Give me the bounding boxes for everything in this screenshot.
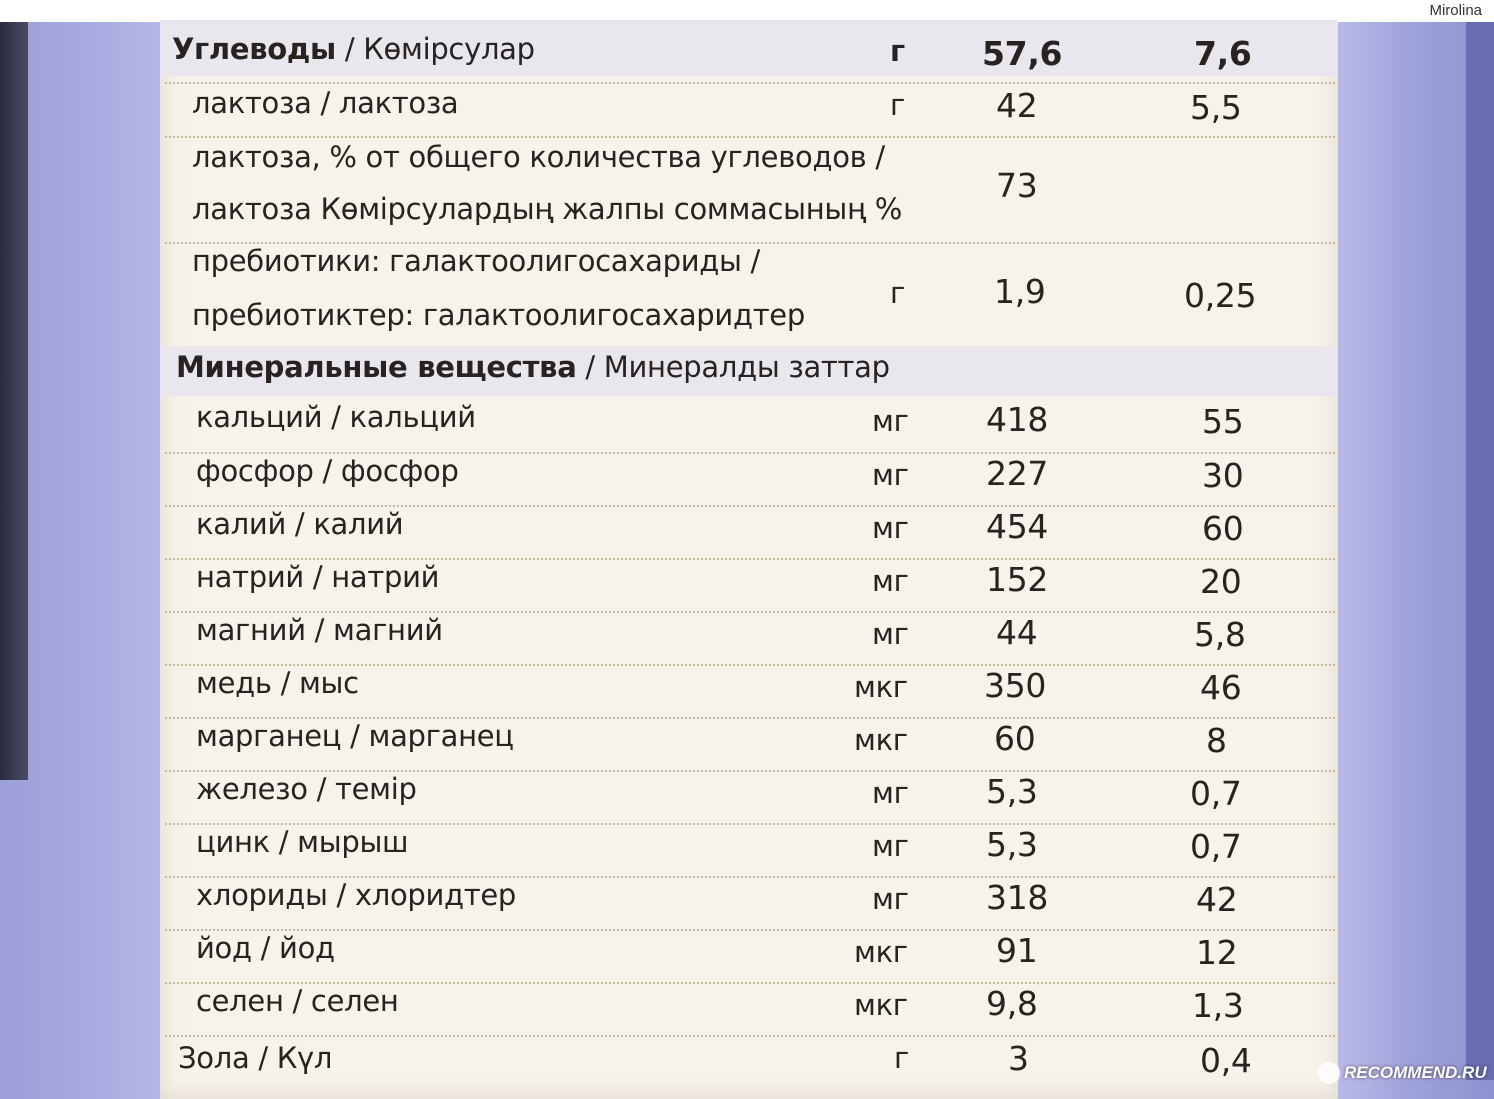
table-row — [160, 982, 1338, 1034]
row-label: Углеводы / Көмірсулар — [172, 32, 535, 66]
row-value-2: 0,7 — [1190, 774, 1242, 813]
table-row-header-carbohydrates — [160, 20, 1338, 76]
row-unit: мг — [872, 458, 909, 492]
row-value-2: 0,25 — [1184, 276, 1257, 315]
row-unit: г — [890, 34, 905, 68]
table-row — [160, 770, 1338, 822]
table-row — [160, 505, 1338, 557]
table-row — [160, 398, 1338, 450]
row-value-2: 1,3 — [1192, 986, 1244, 1025]
table-row — [160, 717, 1338, 769]
row-value-2: 55 — [1202, 402, 1244, 441]
row-unit: г — [890, 88, 905, 122]
row-value-2: 5,5 — [1190, 88, 1242, 127]
row-value-2: 42 — [1196, 880, 1238, 919]
row-label: хлориды / хлоридтер — [196, 878, 517, 912]
row-value-1: 454 — [986, 507, 1049, 546]
table-row — [160, 876, 1338, 928]
row-label: селен / селен — [196, 984, 399, 1018]
row-unit: г — [894, 1041, 909, 1075]
row-value-1: 91 — [996, 931, 1038, 970]
row-label: медь / мыс — [196, 666, 359, 700]
right-edge — [1466, 20, 1494, 1080]
nutrition-table — [160, 20, 1338, 1099]
row-label: Зола / Күл — [178, 1041, 333, 1075]
row-label-line-2: лактоза Көмірсулардың жалпы соммасының % — [192, 192, 903, 226]
row-label-line-1: лактоза, % от общего количества углеводов / — [192, 140, 885, 174]
row-unit: мкг — [854, 988, 908, 1022]
table-row — [160, 242, 1338, 346]
table-row-ash — [160, 1035, 1338, 1093]
row-unit: мг — [872, 404, 909, 438]
row-value-1: 44 — [996, 613, 1038, 652]
row-label: железо / темір — [196, 772, 417, 806]
row-value-2: 0,4 — [1200, 1041, 1252, 1080]
row-label: лактоза / лактоза — [192, 86, 459, 120]
row-unit: мг — [872, 776, 909, 810]
row-value-2: 60 — [1202, 509, 1244, 548]
row-value-1: 60 — [994, 719, 1036, 758]
row-label: фосфор / фосфор — [196, 454, 459, 488]
row-value-1: 318 — [986, 878, 1049, 917]
table-row — [160, 611, 1338, 663]
row-value-1: 5,3 — [986, 825, 1038, 864]
row-unit: мг — [872, 511, 909, 545]
row-value-2: 46 — [1200, 668, 1242, 707]
row-unit: г — [890, 276, 905, 310]
left-dark-edge — [0, 20, 28, 780]
site-watermark: RECOMMEND.RU — [1344, 1063, 1487, 1082]
row-label: кальций / кальций — [196, 400, 476, 434]
row-label: натрий / натрий — [196, 560, 440, 594]
row-unit: мкг — [854, 935, 908, 969]
row-value-1: 5,3 — [986, 772, 1038, 811]
table-row — [160, 558, 1338, 610]
row-unit: мг — [872, 617, 909, 651]
row-unit: мг — [872, 564, 909, 598]
row-label: калий / калий — [196, 507, 404, 541]
author-watermark: Mirolina — [1429, 2, 1482, 19]
table-row — [160, 823, 1338, 875]
row-value-2: 12 — [1196, 933, 1238, 972]
row-value-2: 20 — [1200, 562, 1242, 601]
row-unit: мкг — [854, 670, 908, 704]
row-value-1: 152 — [986, 560, 1049, 599]
table-row — [160, 929, 1338, 981]
row-value-1: 3 — [1008, 1039, 1029, 1078]
row-value-1: 9,8 — [986, 984, 1038, 1023]
row-label: Минеральные вещества / Минералды заттар — [176, 350, 890, 384]
row-unit: мг — [872, 882, 909, 916]
row-value-2: 8 — [1206, 721, 1227, 760]
row-unit: мг — [872, 829, 909, 863]
row-value-1: 418 — [986, 400, 1049, 439]
row-label: магний / магний — [196, 613, 443, 647]
row-value-2: 0,7 — [1190, 827, 1242, 866]
row-label: цинк / мырыш — [196, 825, 409, 859]
row-label-line-1: пребиотики: галактоолигосахариды / — [192, 244, 760, 278]
row-value-2: 7,6 — [1194, 34, 1252, 73]
row-value-1: 1,9 — [994, 272, 1046, 311]
row-value-1: 350 — [984, 666, 1047, 705]
row-value-1: 73 — [996, 166, 1038, 205]
table-row — [160, 82, 1338, 134]
row-label-line-2: пребиотиктер: галактоолигосахаридтер — [192, 298, 805, 332]
row-value-2: 30 — [1202, 456, 1244, 495]
top-bar — [0, 0, 1494, 22]
row-value-1: 42 — [996, 86, 1038, 125]
row-unit: мкг — [854, 723, 908, 757]
row-value-1: 227 — [986, 454, 1049, 493]
table-row — [160, 452, 1338, 504]
table-row-header-minerals — [160, 346, 1338, 396]
row-label: йод / йод — [196, 931, 335, 965]
row-value-2: 5,8 — [1194, 615, 1246, 654]
table-row — [160, 664, 1338, 716]
row-value-1: 57,6 — [982, 34, 1063, 73]
row-label: марганец / марганец — [196, 719, 514, 753]
table-row — [160, 136, 1338, 242]
